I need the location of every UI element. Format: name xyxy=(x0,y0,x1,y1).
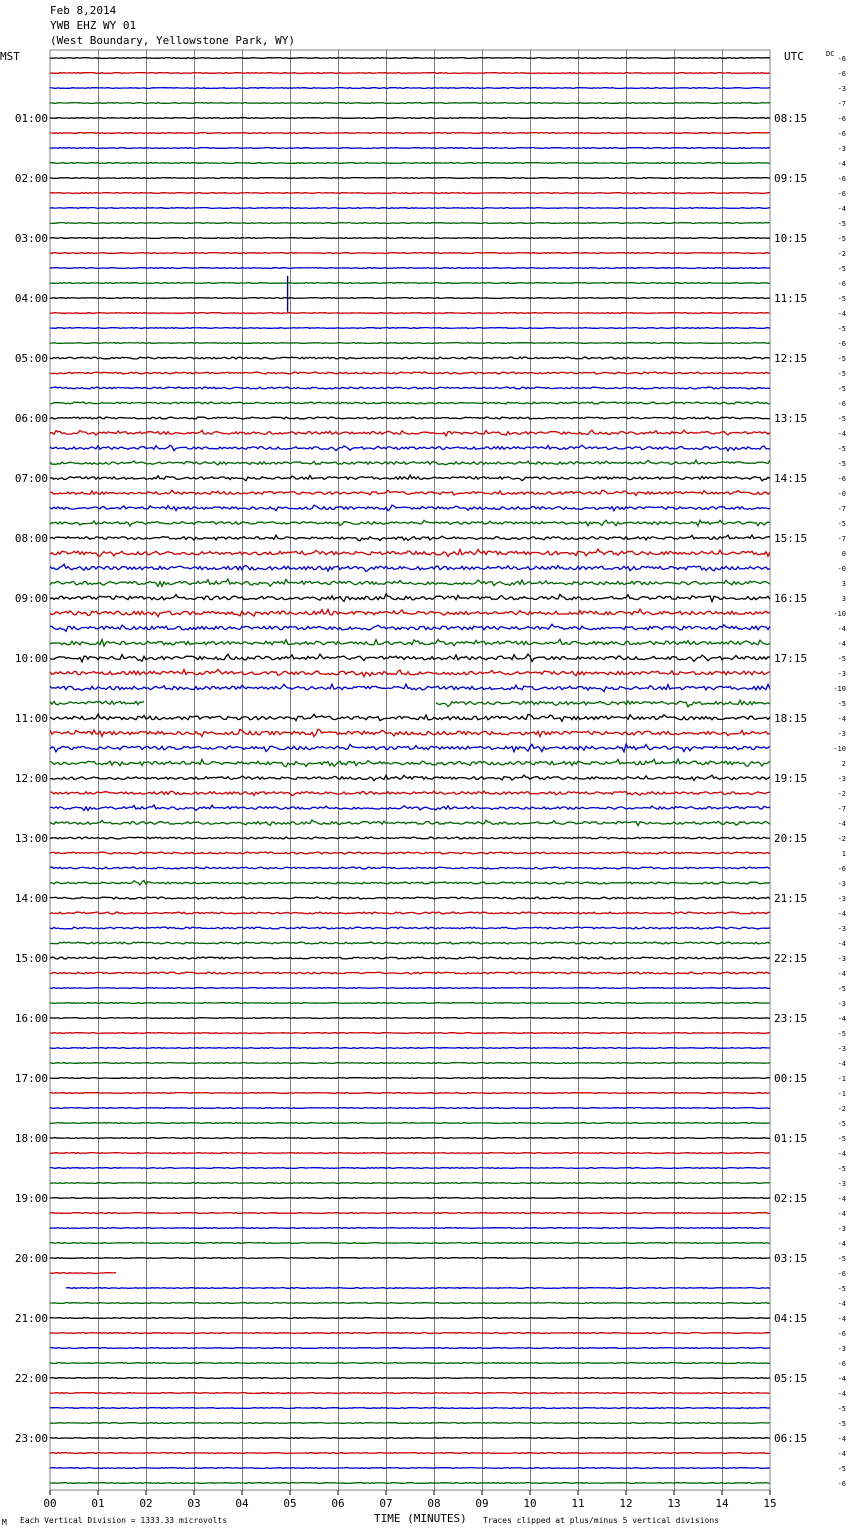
trace-row xyxy=(50,1303,770,1304)
x-tick-label: 10 xyxy=(523,1497,537,1510)
dc-offset-label: 1 xyxy=(841,850,846,858)
trace-row xyxy=(50,729,770,736)
trace-row xyxy=(50,564,770,571)
trace-row xyxy=(50,912,770,914)
dc-offset-label: -6 xyxy=(837,175,846,183)
dc-offset-label: -5 xyxy=(837,295,846,303)
x-tick-label: 07 xyxy=(379,1497,393,1510)
hour-label-utc: 21:15 xyxy=(774,892,808,905)
hour-label-mst: 19:00 xyxy=(14,1192,48,1205)
trace-row xyxy=(50,1213,770,1214)
dc-offset-label: -3 xyxy=(837,925,846,933)
dc-offset-label: -3 xyxy=(837,85,846,93)
x-tick-label: 09 xyxy=(475,1497,489,1510)
dc-offset-label: -3 xyxy=(837,955,846,963)
trace-row xyxy=(50,1243,770,1244)
dc-label: DC xyxy=(826,50,835,58)
trace-row xyxy=(50,328,770,329)
x-tick-label: 13 xyxy=(667,1497,681,1510)
dc-offset-label: -4 xyxy=(837,640,846,648)
dc-offset-label: -6 xyxy=(837,1360,846,1368)
dc-offset-label: -5 xyxy=(837,1255,846,1263)
trace-row xyxy=(50,1393,770,1394)
hour-label-mst: 09:00 xyxy=(14,592,48,605)
dc-offset-label: -7 xyxy=(837,100,846,108)
dc-offset-label: -4 xyxy=(837,940,846,948)
hour-label-mst: 11:00 xyxy=(14,712,48,725)
hour-label-utc: 14:15 xyxy=(774,472,808,485)
dc-offset-label: -5 xyxy=(837,385,846,393)
hour-label-mst: 22:00 xyxy=(14,1372,48,1385)
dc-offset-label: -4 xyxy=(837,1300,846,1308)
trace-row xyxy=(50,313,770,314)
x-tick-label: 00 xyxy=(43,1497,57,1510)
trace-row xyxy=(50,897,770,899)
scale-note: Each Vertical Division = 1333.33 microvolts xyxy=(20,1516,228,1525)
hour-label-utc: 02:15 xyxy=(774,1192,808,1205)
trace-row xyxy=(50,133,770,134)
x-tick-label: 06 xyxy=(331,1497,345,1510)
trace-row xyxy=(50,1453,770,1454)
trace-row xyxy=(50,223,770,224)
hour-label-utc: 16:15 xyxy=(774,592,808,605)
dc-offset-label: -4 xyxy=(837,1435,846,1443)
dc-offset-label: -6 xyxy=(837,865,846,873)
hour-label-mst: 16:00 xyxy=(14,1012,48,1025)
hour-label-mst: 10:00 xyxy=(14,652,48,665)
hour-label-mst: 23:00 xyxy=(14,1432,48,1445)
dc-offset-label: 2 xyxy=(841,760,846,768)
trace-row xyxy=(50,1318,770,1319)
dc-offset-label: -4 xyxy=(837,1210,846,1218)
x-tick-label: 02 xyxy=(139,1497,153,1510)
dc-offset-label: -4 xyxy=(837,1150,846,1158)
dc-offset-label: -6 xyxy=(837,475,846,483)
trace-row xyxy=(50,268,770,269)
hour-label-mst: 05:00 xyxy=(14,352,48,365)
dc-offset-label: -0 xyxy=(837,565,846,573)
x-tick-label: 14 xyxy=(715,1497,729,1510)
trace-row xyxy=(50,208,770,209)
hour-label-mst: 08:00 xyxy=(14,532,48,545)
trace-row xyxy=(50,417,770,419)
dc-offset-label: -4 xyxy=(837,205,846,213)
hour-label-utc: 00:15 xyxy=(774,1072,808,1085)
x-tick-label: 11 xyxy=(571,1497,585,1510)
trace-row xyxy=(50,1348,770,1349)
dc-offset-label: 3 xyxy=(841,595,846,603)
dc-offset-label: -5 xyxy=(837,1405,846,1413)
dc-offset-label: -4 xyxy=(837,910,846,918)
dc-offset-label: -5 xyxy=(837,220,846,228)
hour-label-mst: 15:00 xyxy=(14,952,48,965)
dc-offset-label: -5 xyxy=(837,985,846,993)
dc-offset-label: -3 xyxy=(837,1225,846,1233)
dc-offset-label: -5 xyxy=(837,355,846,363)
trace-row xyxy=(50,639,770,646)
trace-row xyxy=(50,1048,770,1049)
trace-row xyxy=(50,253,770,254)
x-tick-label: 08 xyxy=(427,1497,441,1510)
header-station: YWB EHZ WY 01 xyxy=(50,19,137,32)
dc-offset-label: -7 xyxy=(837,535,846,543)
dc-offset-label: -5 xyxy=(837,1135,846,1143)
trace-row xyxy=(50,343,770,344)
trace-row xyxy=(50,927,770,929)
hour-label-mst: 12:00 xyxy=(14,772,48,785)
dc-offset-label: -4 xyxy=(837,1375,846,1383)
trace-row xyxy=(50,193,770,194)
trace-row xyxy=(50,654,770,662)
dc-offset-label: -5 xyxy=(837,325,846,333)
trace-row xyxy=(50,759,770,767)
plot-frame xyxy=(50,50,770,1490)
trace-row xyxy=(50,1333,770,1334)
trace-row xyxy=(50,178,770,179)
dc-offset-label: -4 xyxy=(837,430,846,438)
dc-offset-label: -4 xyxy=(837,160,846,168)
dc-offset-label: -10 xyxy=(833,685,846,693)
dc-offset-label: -6 xyxy=(837,130,846,138)
dc-offset-label: 0 xyxy=(841,550,846,558)
hour-label-mst: 03:00 xyxy=(14,232,48,245)
corner-mark: M xyxy=(2,1518,7,1527)
left-timezone-label: MST xyxy=(0,50,20,63)
hour-label-utc: 04:15 xyxy=(774,1312,808,1325)
dc-offset-label: -3 xyxy=(837,1180,846,1188)
dc-offset-label: -4 xyxy=(837,1060,846,1068)
dc-offset-label: -6 xyxy=(837,1480,846,1488)
dc-offset-label: -3 xyxy=(837,895,846,903)
trace-row xyxy=(50,238,770,239)
dc-offset-label: -5 xyxy=(837,235,846,243)
trace-row xyxy=(50,837,770,839)
trace-row xyxy=(50,1483,770,1484)
trace-row xyxy=(66,1288,770,1289)
trace-row xyxy=(50,148,770,149)
dc-offset-label: -5 xyxy=(837,1030,846,1038)
dc-offset-label: -2 xyxy=(837,1105,846,1113)
trace-row xyxy=(50,684,770,691)
dc-offset-label: -3 xyxy=(837,670,846,678)
dc-offset-label: -6 xyxy=(837,1270,846,1278)
dc-offset-label: -3 xyxy=(837,1045,846,1053)
dc-offset-label: -6 xyxy=(837,115,846,123)
dc-offset-label: -4 xyxy=(837,820,846,828)
hour-label-mst: 01:00 xyxy=(14,112,48,125)
trace-row xyxy=(50,880,770,885)
dc-offset-label: -4 xyxy=(837,1450,846,1458)
trace-row xyxy=(50,535,770,541)
hour-label-mst: 20:00 xyxy=(14,1252,48,1265)
trace-row xyxy=(50,1378,770,1379)
trace-row xyxy=(50,430,770,436)
trace-row xyxy=(50,58,770,59)
x-tick-label: 05 xyxy=(283,1497,297,1510)
dc-offset-label: -5 xyxy=(837,1420,846,1428)
hour-label-utc: 11:15 xyxy=(774,292,808,305)
dc-offset-label: -2 xyxy=(837,790,846,798)
dc-offset-label: -1 xyxy=(837,1075,846,1083)
trace-row xyxy=(50,775,770,781)
dc-offset-label: -5 xyxy=(837,370,846,378)
trace-row xyxy=(50,298,770,299)
trace-row xyxy=(50,1078,770,1079)
dc-offset-label: -5 xyxy=(837,445,846,453)
dc-offset-label: -6 xyxy=(837,340,846,348)
dc-offset-label: -5 xyxy=(837,1465,846,1473)
dc-offset-label: -3 xyxy=(837,880,846,888)
trace-row xyxy=(50,1093,770,1094)
dc-offset-label: -4 xyxy=(837,1240,846,1248)
trace-row xyxy=(50,714,770,721)
trace-row xyxy=(50,88,770,89)
trace-row xyxy=(50,460,770,465)
dc-offset-label: -3 xyxy=(837,1345,846,1353)
dc-offset-label: -0 xyxy=(837,490,846,498)
hour-label-utc: 08:15 xyxy=(774,112,808,125)
hour-label-utc: 15:15 xyxy=(774,532,808,545)
dc-offset-label: -6 xyxy=(837,70,846,78)
dc-offset-label: -5 xyxy=(837,1120,846,1128)
trace-row xyxy=(50,1438,770,1439)
hour-label-mst: 17:00 xyxy=(14,1072,48,1085)
trace-row xyxy=(50,579,770,586)
hour-label-mst: 13:00 xyxy=(14,832,48,845)
trace-row xyxy=(50,670,770,677)
dc-offset-label: -4 xyxy=(837,1315,846,1323)
trace-row xyxy=(50,988,770,989)
hour-label-mst: 06:00 xyxy=(14,412,48,425)
trace-row xyxy=(50,805,770,811)
dc-offset-label: 3 xyxy=(841,580,846,588)
dc-offset-label: -5 xyxy=(837,1285,846,1293)
x-tick-label: 03 xyxy=(187,1497,201,1510)
dc-offset-label: -5 xyxy=(837,415,846,423)
hour-label-utc: 17:15 xyxy=(774,652,808,665)
trace-row xyxy=(50,867,770,869)
trace-row xyxy=(50,1273,116,1274)
trace-row xyxy=(50,283,770,284)
dc-offset-label: -6 xyxy=(837,1330,846,1338)
hour-label-utc: 18:15 xyxy=(774,712,808,725)
dc-offset-label: -5 xyxy=(837,265,846,273)
dc-offset-label: -4 xyxy=(837,715,846,723)
trace-row xyxy=(50,520,770,526)
trace-row xyxy=(50,357,770,359)
dc-offset-label: -7 xyxy=(837,505,846,513)
trace-row xyxy=(50,957,770,959)
hour-label-utc: 05:15 xyxy=(774,1372,808,1385)
dc-offset-label: -6 xyxy=(837,55,846,63)
header-date: Feb 8,2014 xyxy=(50,4,117,17)
x-tick-label: 12 xyxy=(619,1497,633,1510)
hour-label-utc: 13:15 xyxy=(774,412,808,425)
hour-label-utc: 10:15 xyxy=(774,232,808,245)
dc-offset-label: -3 xyxy=(837,145,846,153)
dc-offset-label: -6 xyxy=(837,190,846,198)
trace-row xyxy=(50,624,770,631)
dc-offset-label: -5 xyxy=(837,520,846,528)
dc-offset-label: -10 xyxy=(833,745,846,753)
trace-row xyxy=(50,1228,770,1229)
hour-label-utc: 01:15 xyxy=(774,1132,808,1145)
trace-row xyxy=(50,1018,770,1019)
dc-offset-label: -2 xyxy=(837,250,846,258)
dc-offset-label: -4 xyxy=(837,310,846,318)
trace-row xyxy=(50,475,770,481)
x-axis-title: TIME (MINUTES) xyxy=(374,1512,467,1525)
hour-label-mst: 14:00 xyxy=(14,892,48,905)
hour-label-mst: 18:00 xyxy=(14,1132,48,1145)
trace-row xyxy=(50,1003,770,1004)
trace-row xyxy=(50,1198,770,1199)
trace-row xyxy=(50,1468,770,1469)
trace-row xyxy=(50,73,770,74)
x-tick-label: 15 xyxy=(763,1497,777,1510)
trace-row xyxy=(50,1138,770,1139)
dc-offset-label: -2 xyxy=(837,835,846,843)
trace-row xyxy=(50,103,770,104)
dc-offset-label: -7 xyxy=(837,805,846,813)
trace-row xyxy=(50,791,770,796)
trace-row xyxy=(50,1363,770,1364)
hour-label-utc: 12:15 xyxy=(774,352,808,365)
trace-row xyxy=(50,445,770,451)
trace-row xyxy=(50,118,770,119)
trace-row xyxy=(50,594,770,602)
hour-label-utc: 23:15 xyxy=(774,1012,808,1025)
trace-row xyxy=(50,820,770,826)
trace-row xyxy=(50,1033,770,1034)
dc-offset-label: -4 xyxy=(837,970,846,978)
trace-row xyxy=(50,387,770,389)
trace-row xyxy=(50,1258,770,1259)
trace-row xyxy=(50,163,770,164)
hour-label-mst: 02:00 xyxy=(14,172,48,185)
dc-offset-label: -4 xyxy=(837,625,846,633)
hour-label-utc: 19:15 xyxy=(774,772,808,785)
dc-offset-label: -3 xyxy=(837,775,846,783)
trace-row xyxy=(50,744,770,752)
dc-offset-label: -4 xyxy=(837,1015,846,1023)
x-tick-label: 04 xyxy=(235,1497,249,1510)
hour-label-mst: 21:00 xyxy=(14,1312,48,1325)
hour-label-utc: 20:15 xyxy=(774,832,808,845)
trace-row xyxy=(50,1153,770,1154)
hour-label-mst: 07:00 xyxy=(14,472,48,485)
trace-row xyxy=(50,1063,770,1064)
dc-offset-label: -4 xyxy=(837,1390,846,1398)
trace-row xyxy=(50,1408,770,1409)
dc-offset-label: -3 xyxy=(837,1000,846,1008)
dc-offset-label: -5 xyxy=(837,1165,846,1173)
dc-offset-label: -1 xyxy=(837,1090,846,1098)
trace-row xyxy=(50,490,770,495)
trace-row xyxy=(50,372,770,374)
trace-row xyxy=(50,1168,770,1169)
dc-offset-label: -4 xyxy=(837,1195,846,1203)
trace-row xyxy=(50,700,770,707)
trace-row xyxy=(50,972,770,974)
dc-offset-label: -5 xyxy=(837,655,846,663)
trace-row xyxy=(50,942,770,944)
dc-offset-label: -5 xyxy=(837,700,846,708)
trace-row xyxy=(50,1108,770,1109)
trace-row xyxy=(50,505,770,511)
trace-row xyxy=(50,1183,770,1184)
dc-offset-label: -6 xyxy=(837,400,846,408)
hour-label-utc: 09:15 xyxy=(774,172,808,185)
dc-offset-label: -6 xyxy=(837,280,846,288)
trace-row xyxy=(50,1123,770,1124)
clip-note: Traces clipped at plus/minus 5 vertical divisions xyxy=(483,1516,720,1525)
trace-row xyxy=(50,852,770,854)
x-tick-label: 01 xyxy=(91,1497,105,1510)
header-location: (West Boundary, Yellowstone Park, WY) xyxy=(50,34,296,47)
hour-label-utc: 03:15 xyxy=(774,1252,808,1265)
dc-offset-label: -3 xyxy=(837,730,846,738)
dc-offset-label: -5 xyxy=(837,460,846,468)
hour-label-mst: 04:00 xyxy=(14,292,48,305)
hour-label-utc: 22:15 xyxy=(774,952,808,965)
dc-offset-label: -10 xyxy=(833,610,846,618)
trace-row xyxy=(50,402,770,404)
hour-label-utc: 06:15 xyxy=(774,1432,808,1445)
trace-row xyxy=(50,549,770,556)
trace-row xyxy=(50,1423,770,1424)
trace-row xyxy=(50,609,770,616)
right-timezone-label: UTC xyxy=(784,50,804,63)
